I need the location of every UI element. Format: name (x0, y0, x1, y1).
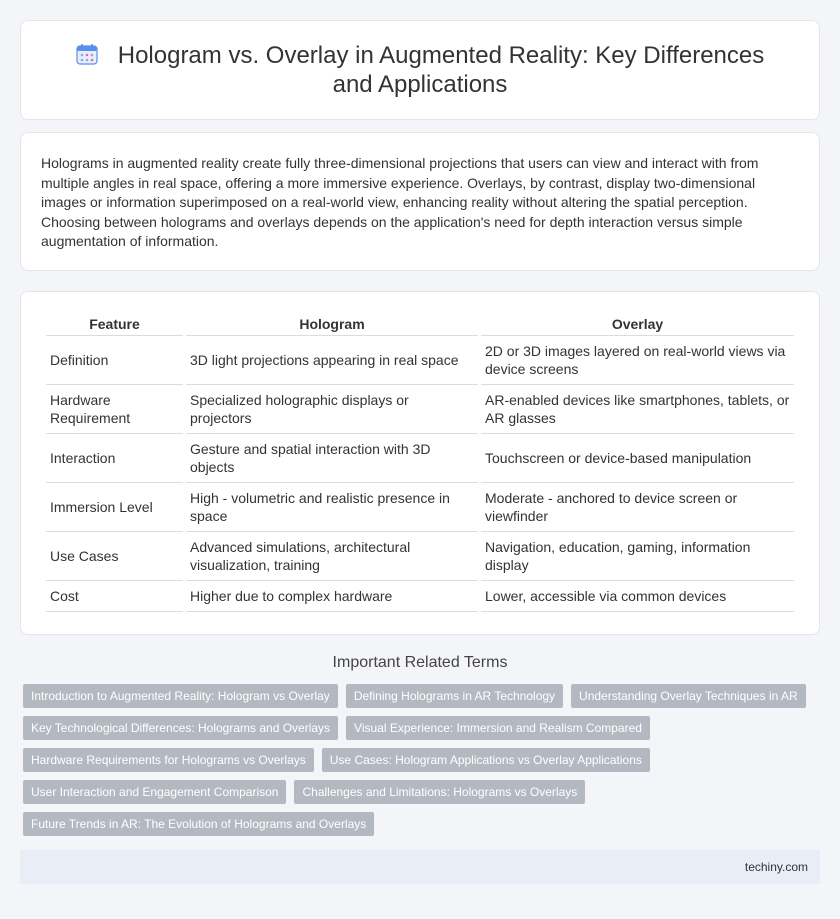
footer (20, 850, 820, 884)
table-row (46, 385, 794, 434)
footer-site[interactable]: techiny.com (744, 860, 808, 874)
cell-overlay: Navigation, education, gaming, information display (481, 532, 794, 581)
cell-hologram: Advanced simulations, architectural visualization, training (186, 532, 478, 581)
cell-feature: Cost (46, 581, 183, 612)
related-terms-title: Important Related Terms (332, 654, 508, 671)
related-tag[interactable]: Use Cases: Hologram Applications vs Overlay Applications (322, 748, 650, 772)
title-card (20, 20, 820, 120)
cell-hologram: Gesture and spatial interaction with 3D objects (186, 434, 478, 483)
table-row (46, 532, 794, 581)
related-tag[interactable]: Hardware Requirements for Holograms vs Overlays (23, 748, 314, 772)
cell-feature: Immersion Level (46, 483, 183, 532)
cell-feature: Definition (46, 336, 183, 385)
cell-feature: Hardware Requirement (46, 385, 183, 434)
cell-hologram: High - volumetric and realistic presence in space (186, 483, 478, 532)
header-overlay: Overlay (481, 312, 794, 336)
cell-overlay: 2D or 3D images layered on real-world views via device screens (481, 336, 794, 385)
table-row (46, 336, 794, 385)
header-hologram: Hologram (186, 312, 478, 336)
intro-paragraph: Holograms in augmented reality create fully three-dimensional projections that users can view and interact with from multiple angles in real space, offering a more immersive experience. Overlays, by contrast, display two-dimensional images or information superimposed on a real-world view, enhancing reality without altering the spatial perception. Choosing between holograms and overlays depends on the application's need for depth interaction versus simple augmentation of information. (41, 155, 759, 250)
related-tags (20, 684, 820, 844)
table-header-row (46, 312, 794, 336)
cell-overlay: Moderate - anchored to device screen or viewfinder (481, 483, 794, 532)
intro-card (20, 132, 820, 271)
table-row (46, 483, 794, 532)
table-row (46, 581, 794, 612)
header-feature: Feature (46, 312, 183, 336)
related-tag[interactable]: Key Technological Differences: Holograms and Overlays (23, 716, 338, 740)
cell-feature: Interaction (46, 434, 183, 483)
page-title: Hologram vs. Overlay in Augmented Reality: Key Differences and Applications (117, 42, 765, 98)
comparison-table (43, 312, 797, 612)
related-tag[interactable]: Challenges and Limitations: Holograms vs Overlays (294, 780, 585, 804)
comparison-table-card (20, 291, 820, 635)
cell-hologram: 3D light projections appearing in real space (186, 336, 478, 385)
cell-feature: Use Cases (46, 532, 183, 581)
cell-overlay: AR-enabled devices like smartphones, tablets, or AR glasses (481, 385, 794, 434)
related-tag[interactable]: Introduction to Augmented Reality: Hologram vs Overlay (23, 684, 338, 708)
cell-hologram: Higher due to complex hardware (186, 581, 478, 612)
cell-hologram: Specialized holographic displays or projectors (186, 385, 478, 434)
cell-overlay: Touchscreen or device-based manipulation (481, 434, 794, 483)
related-tag[interactable]: Visual Experience: Immersion and Realism Compared (346, 716, 650, 740)
related-tag[interactable]: Future Trends in AR: The Evolution of Holograms and Overlays (23, 812, 374, 836)
related-tag[interactable]: Understanding Overlay Techniques in AR (571, 684, 806, 708)
table-row (46, 434, 794, 483)
related-tag[interactable]: User Interaction and Engagement Comparison (23, 780, 286, 804)
cell-overlay: Lower, accessible via common devices (481, 581, 794, 612)
calendar-grid-icon (76, 43, 98, 65)
related-tag[interactable]: Defining Holograms in AR Technology (346, 684, 563, 708)
page-title-wrap (61, 41, 779, 99)
